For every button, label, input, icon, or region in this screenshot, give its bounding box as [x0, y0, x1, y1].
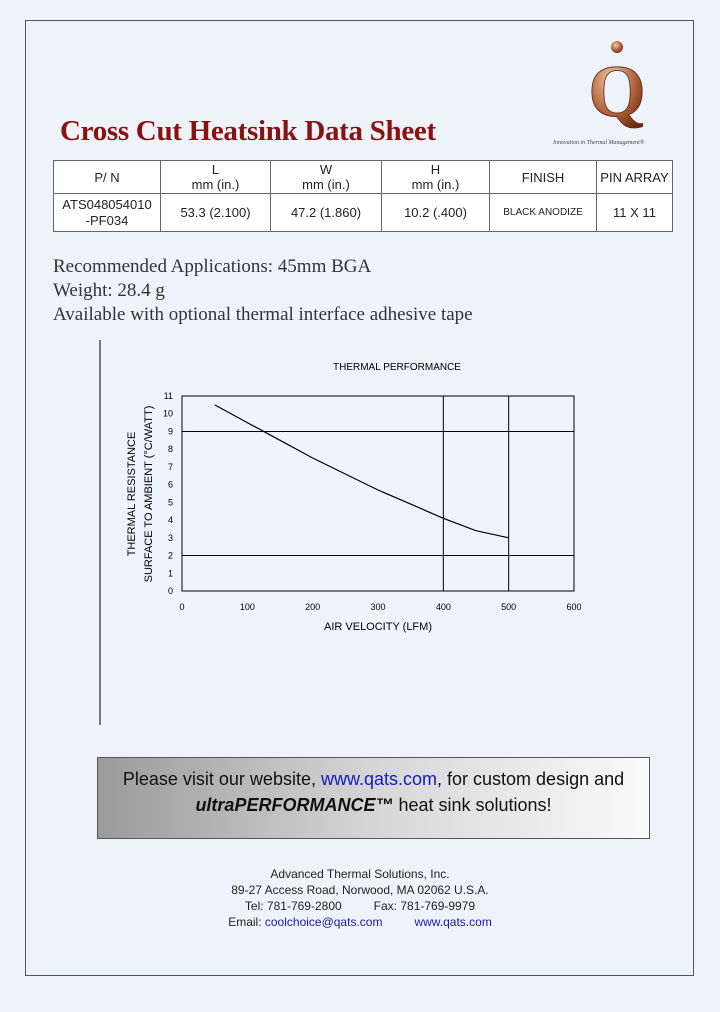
- banner-line2: ultraPERFORMANCE™ heat sink solutions!: [195, 795, 552, 815]
- fax: Fax: 781-769-9979: [373, 899, 476, 913]
- y-tick-label: 4: [167, 515, 173, 526]
- cell-part-number: ATS048054010 -PF034: [54, 194, 161, 232]
- y-tick-label: 10: [162, 408, 173, 419]
- series-line: [215, 405, 509, 538]
- contact-phone-fax: [0, 898, 720, 914]
- col-header-finish: FINISH: [490, 161, 597, 194]
- x-tick-label: 400: [435, 602, 451, 612]
- x-tick-label: 500: [501, 602, 517, 612]
- y-tick-label: 7: [167, 461, 173, 472]
- col-header-pin-array: PIN ARRAY: [597, 161, 673, 194]
- x-tick-label: 0: [179, 602, 185, 612]
- phone: Tel: 781-769-2800: [244, 899, 342, 913]
- company-address: 89-27 Access Road, Norwood, MA 02062 U.S.A.: [231, 883, 489, 897]
- y-tick-label: 8: [167, 444, 173, 455]
- y-tick-label: 11: [163, 391, 173, 401]
- cell-height: 10.2 (.400): [382, 194, 490, 232]
- x-tick-labels: [179, 602, 581, 612]
- col-header-h: H mm (in.): [382, 161, 490, 194]
- y-tick-labels: [163, 391, 173, 596]
- brand-name: ultraPERFORMANCE™: [195, 795, 394, 815]
- plot-area: [182, 396, 574, 591]
- banner-website-link[interactable]: www.qats.com: [320, 769, 438, 789]
- recommended-applications: Recommended Applications: 45mm BGA: [53, 256, 372, 277]
- company-name: Advanced Thermal Solutions, Inc.: [270, 867, 450, 881]
- x-axis-label: AIR VELOCITY (LFM): [324, 621, 432, 633]
- y-tick-label: 3: [167, 532, 173, 543]
- footer-website-link[interactable]: www.qats.com: [414, 915, 492, 929]
- x-tick-label: 100: [239, 602, 255, 612]
- adhesive-note: Available with optional thermal interface adhesive tape: [53, 304, 473, 325]
- col-header-l: L mm (in.): [161, 161, 271, 194]
- y-axis-label-line1: THERMAL RESISTANCE: [126, 431, 138, 557]
- y-tick-label: 5: [167, 497, 173, 508]
- website-banner: [97, 757, 650, 839]
- x-tick-label: 300: [370, 602, 386, 612]
- cell-width: 47.2 (1.860): [271, 194, 382, 232]
- y-tick-label: 0: [167, 586, 173, 596]
- col-header-pn: P/ N: [54, 161, 161, 194]
- cell-finish: BLACK ANODIZE: [490, 194, 597, 232]
- page-title: Cross Cut Heatsink Data Sheet: [60, 115, 436, 147]
- cell-pin-array: 11 X 11: [597, 194, 673, 232]
- logo-tagline: Innovation in Thermal Management®: [553, 140, 645, 146]
- footer: [0, 866, 720, 930]
- banner-line1: Please visit our website, www.qats.com, for custom design and: [122, 769, 625, 789]
- y-tick-label: 2: [167, 550, 173, 561]
- y-tick-label: 1: [167, 568, 173, 579]
- col-header-w: W mm (in.): [271, 161, 382, 194]
- x-tick-label: 200: [305, 602, 321, 612]
- y-tick-label: 6: [167, 479, 173, 490]
- x-tick-label: 600: [566, 602, 582, 612]
- reference-lines: [182, 396, 574, 591]
- email-link[interactable]: coolchoice@qats.com: [264, 915, 383, 929]
- chart-title: THERMAL PERFORMANCE: [333, 362, 461, 373]
- logo-letter: Q: [588, 51, 646, 133]
- weight: Weight: 28.4 g: [53, 280, 165, 301]
- y-axis-label-line2: SURFACE TO AMBIENT (°C/WATT): [143, 405, 155, 583]
- cell-length: 53.3 (2.100): [161, 194, 271, 232]
- contact-email-web: Email: coolchoice@qats.com www.qats.com: [228, 915, 492, 929]
- y-tick-label: 9: [167, 426, 173, 437]
